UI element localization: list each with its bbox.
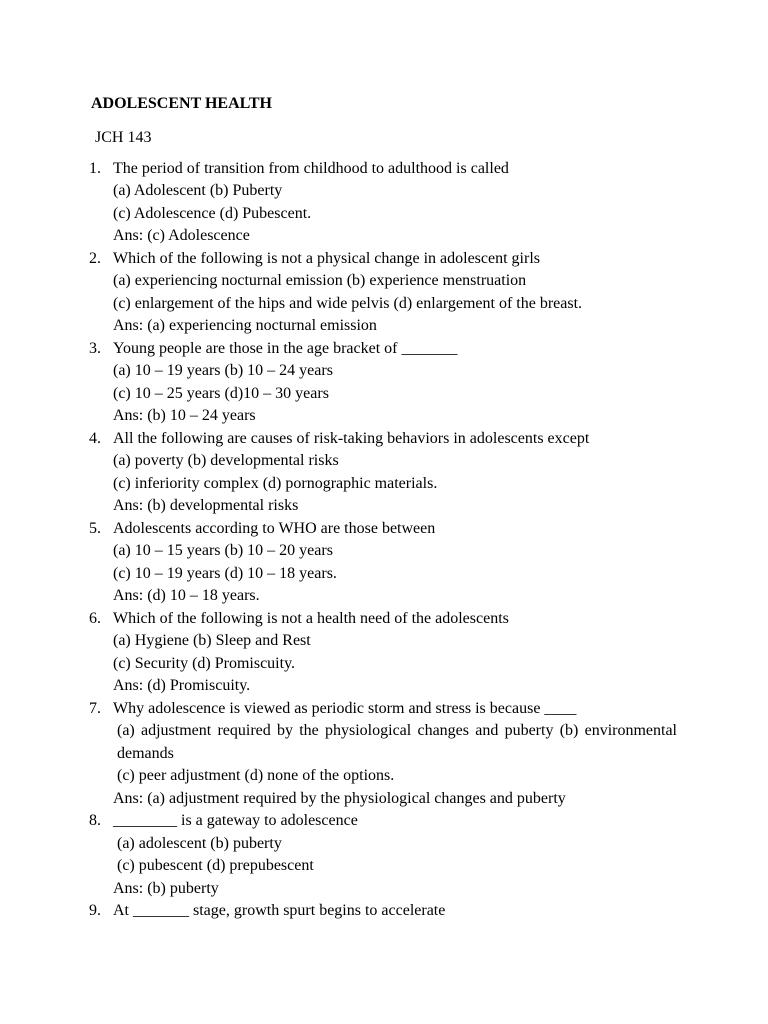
question-text: ________ is a gateway to adolescence (113, 812, 358, 829)
question-options: (a) 10 – 15 years (b) 10 – 20 years (113, 542, 333, 559)
question-answer: Ans: (a) experiencing nocturnal emission (113, 317, 377, 334)
question-options: (c) 10 – 19 years (d) 10 – 18 years. (113, 564, 337, 582)
question-6 (0, 608, 677, 698)
question-number: 8. (89, 812, 101, 829)
question-9 (0, 900, 677, 923)
question-options: (c) Adolescence (d) Pubescent. (113, 204, 312, 222)
question-number: 9. (89, 902, 101, 919)
question-4 (0, 428, 677, 518)
question-options: (c) enlargement of the hips and wide pelvis (d) enlargement of the breast. (113, 294, 583, 312)
question-answer: Ans: (b) developmental risks (113, 497, 299, 514)
question-number: 6. (89, 609, 101, 627)
question-number: 4. (89, 429, 101, 447)
question-text: All the following are causes of risk-taking behaviors in adolescents except (113, 429, 590, 447)
question-options: (a) experiencing nocturnal emission (b) experience menstruation (113, 272, 527, 289)
question-text: Which of the following is not a health need of the adolescents (113, 609, 509, 627)
question-1 (0, 158, 677, 248)
question-options: (c) pubescent (d) prepubescent (117, 857, 314, 874)
document-title: ADOLESCENT HEALTH (91, 95, 272, 112)
question-answer: Ans: (a) adjustment required by the physiological changes and puberty (113, 789, 566, 807)
question-options: (c) peer adjustment (d) none of the options. (117, 767, 395, 784)
question-answer: Ans: (b) puberty (113, 879, 219, 897)
question-options: (a) 10 – 19 years (b) 10 – 24 years (113, 362, 333, 379)
question-number: 7. (89, 699, 101, 717)
question-options: (a) poverty (b) developmental risks (113, 452, 339, 469)
question-options: (a) adjustment required by the physiological changes and puberty (b) environmental demands (117, 722, 677, 762)
question-answer: Ans: (d) 10 – 18 years. (113, 587, 260, 604)
course-code: JCH 143 (95, 129, 152, 146)
question-answer: Ans: (d) Promiscuity. (113, 677, 251, 694)
question-text: Which of the following is not a physical change in adolescent girls (113, 249, 540, 267)
question-number: 1. (89, 159, 101, 177)
question-8 (0, 810, 677, 900)
question-answer: Ans: (c) Adolescence (113, 227, 250, 244)
question-options: (a) Adolescent (b) Puberty (113, 182, 283, 199)
question-text: Young people are those in the age bracket of _______ (113, 339, 458, 357)
question-options: (a) Hygiene (b) Sleep and Rest (113, 632, 311, 649)
question-3 (0, 338, 677, 428)
question-text: Adolescents according to WHO are those between (113, 519, 436, 537)
question-text: The period of transition from childhood to adulthood is called (113, 159, 509, 177)
question-text: Why adolescence is viewed as periodic storm and stress is because ____ (113, 699, 577, 717)
question-number: 3. (89, 339, 101, 357)
question-number: 2. (89, 249, 101, 267)
question-list (0, 158, 768, 923)
question-options: (a) adolescent (b) puberty (117, 834, 282, 852)
question-5 (0, 518, 677, 608)
question-answer: Ans: (b) 10 – 24 years (113, 407, 256, 424)
question-options: (c) Security (d) Promiscuity. (113, 654, 296, 672)
question-7 (0, 698, 677, 811)
question-number: 5. (89, 519, 101, 537)
question-options: (c) inferiority complex (d) pornographic materials. (113, 474, 438, 492)
question-2 (0, 248, 677, 338)
question-text: At _______ stage, growth spurt begins to accelerate (113, 902, 446, 919)
question-options: (c) 10 – 25 years (d)10 – 30 years (113, 384, 329, 402)
